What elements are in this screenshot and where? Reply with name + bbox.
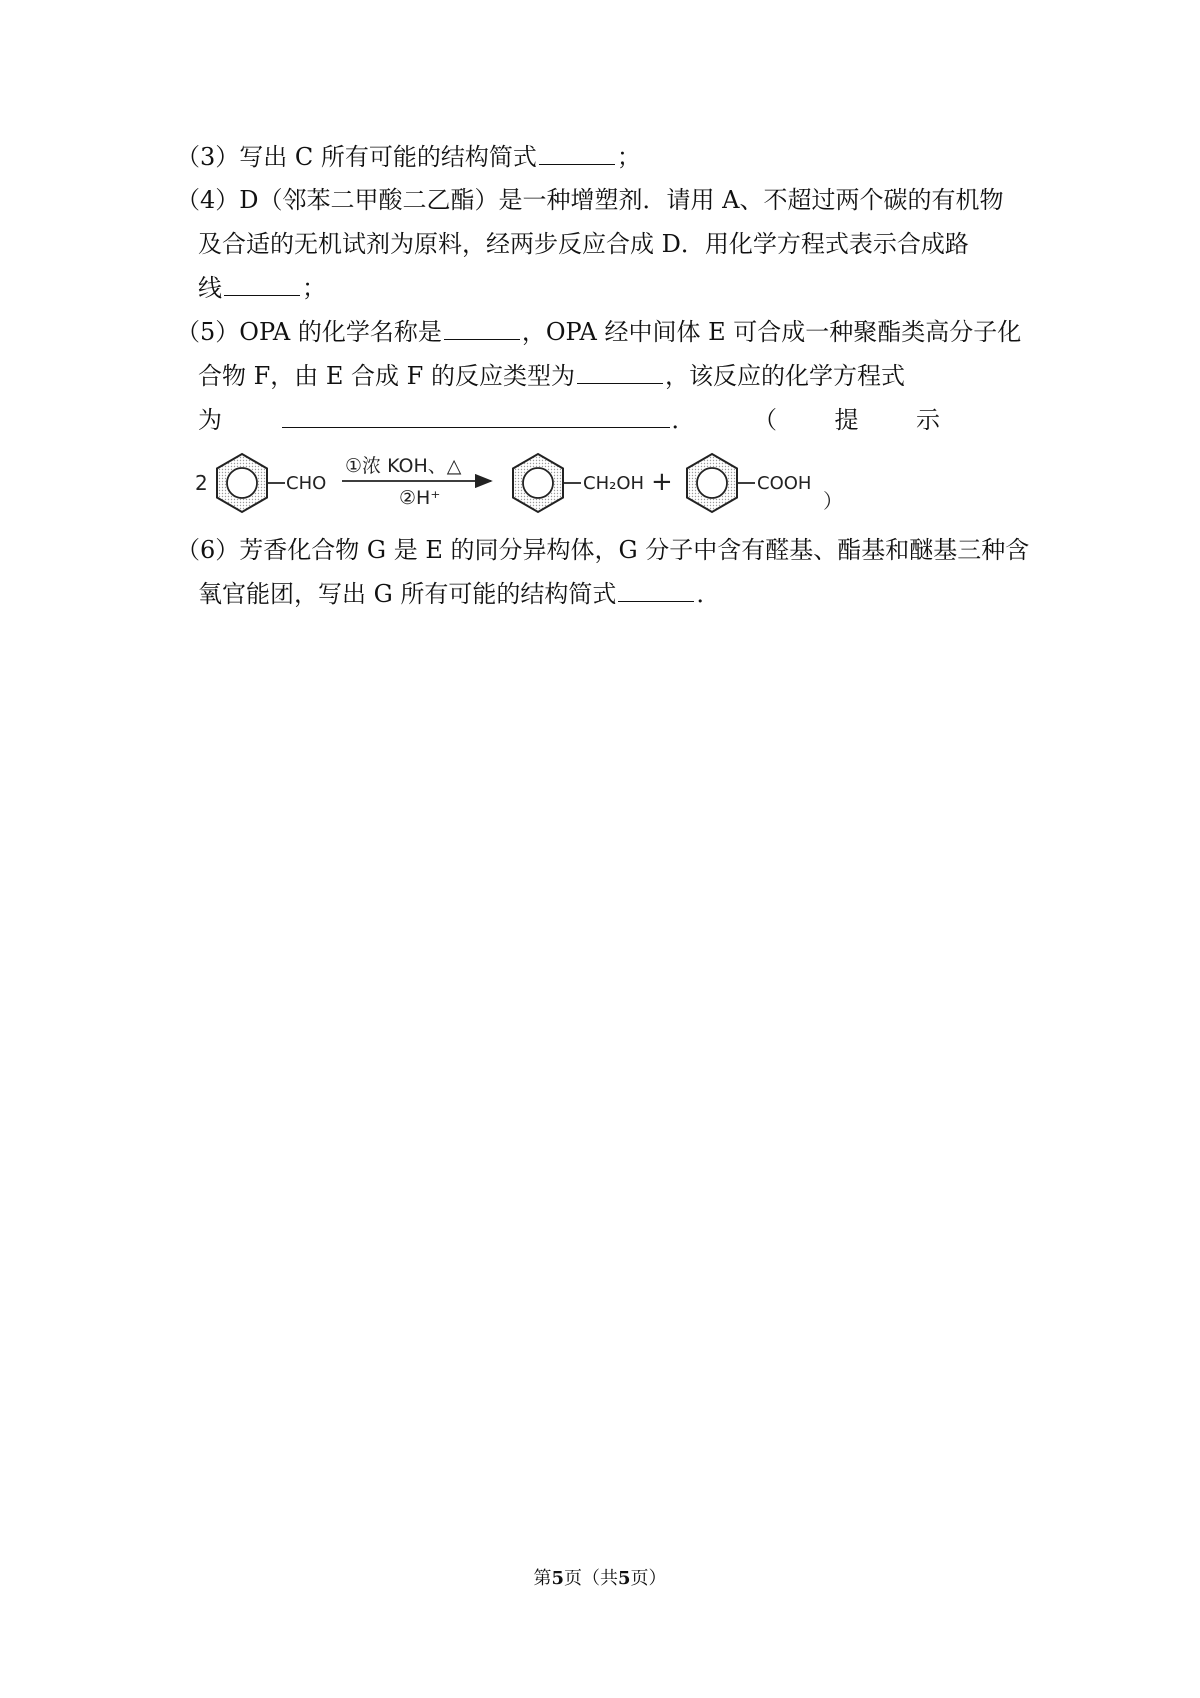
- q5-line3-c: （: [753, 406, 777, 434]
- q6-line1: （6）芳香化合物 G 是 E 的同分异构体，G 分子中含有醛基、酯基和醚基三种含: [176, 536, 1030, 564]
- q5-line1: [176, 316, 1021, 348]
- footer-text-a: 第: [533, 1568, 552, 1589]
- q5-line1-a: （5）OPA 的化学名称是: [176, 318, 442, 346]
- q5-equation-blank[interactable]: [282, 405, 670, 428]
- hint-close-paren: ）: [823, 489, 843, 513]
- hint-cooh-group: COOH: [757, 473, 812, 494]
- q4-line3-suffix: ；: [302, 274, 326, 302]
- q4-line1: （4）D（邻苯二甲酸二乙酯）是一种增塑剂．请用 A、不超过两个碳的有机物: [176, 186, 1004, 214]
- q5-line2-a: 合物 F，由 E 合成 F 的反应类型为: [198, 362, 575, 390]
- footer-total-pages: 5: [618, 1568, 631, 1589]
- cannizzaro-reaction-scheme: [195, 446, 855, 518]
- q4-line2: 及合适的无机试剂为原料，经两步反应合成 D．用化学方程式表示合成路: [198, 230, 969, 258]
- q5-line3: [198, 404, 940, 436]
- q4-answer-blank[interactable]: [224, 273, 300, 296]
- footer-page-number: 5: [551, 1568, 564, 1589]
- q5-line1-b: ，OPA 经中间体 E 可合成一种聚酯类高分子化: [521, 318, 1022, 346]
- benzene-ring-icon: [513, 454, 563, 512]
- q5-line3-e: 示: [916, 406, 940, 434]
- benzene-ring-icon: [217, 454, 267, 512]
- q3-text: （3）写出 C 所有可能的结构简式: [176, 143, 537, 171]
- hint-plus: +: [651, 467, 673, 497]
- footer-text-b: 页（共: [564, 1568, 618, 1589]
- q6-line2-suffix: ．: [696, 580, 721, 608]
- q6-line2: [198, 578, 720, 610]
- q5-equation-group: [280, 404, 696, 436]
- q5-line3-b: ．: [671, 406, 696, 434]
- hint-condition-bottom: ②H⁺: [399, 487, 441, 509]
- benzene-ring-icon: [687, 454, 737, 512]
- q4-line3: [198, 272, 326, 304]
- q3-answer-blank[interactable]: [539, 142, 615, 165]
- q5-type-blank[interactable]: [577, 361, 663, 384]
- q5-name-blank[interactable]: [444, 317, 520, 340]
- q6-answer-blank[interactable]: [618, 579, 694, 602]
- q5-line2: [198, 360, 905, 392]
- q3-suffix: ；: [616, 143, 641, 171]
- hint-condition-top: ①浓 KOH、△: [345, 455, 462, 477]
- hint-coefficient: 2: [195, 471, 208, 495]
- footer-text-c: 页）: [630, 1568, 667, 1589]
- hint-ch2oh-group: CH₂OH: [583, 473, 645, 494]
- q5-line3-d: 提: [834, 406, 859, 434]
- page-footer: [0, 1564, 1200, 1590]
- q5-line2-b: ，该反应的化学方程式: [664, 362, 905, 390]
- q6-line2-prefix: 氧官能团，写出 G 所有可能的结构简式: [198, 580, 617, 608]
- q4-line3-prefix: 线: [198, 274, 222, 302]
- q5-line3-a: 为: [198, 406, 222, 434]
- hint-cho-group: CHO: [286, 473, 327, 494]
- q3-line: [176, 141, 641, 173]
